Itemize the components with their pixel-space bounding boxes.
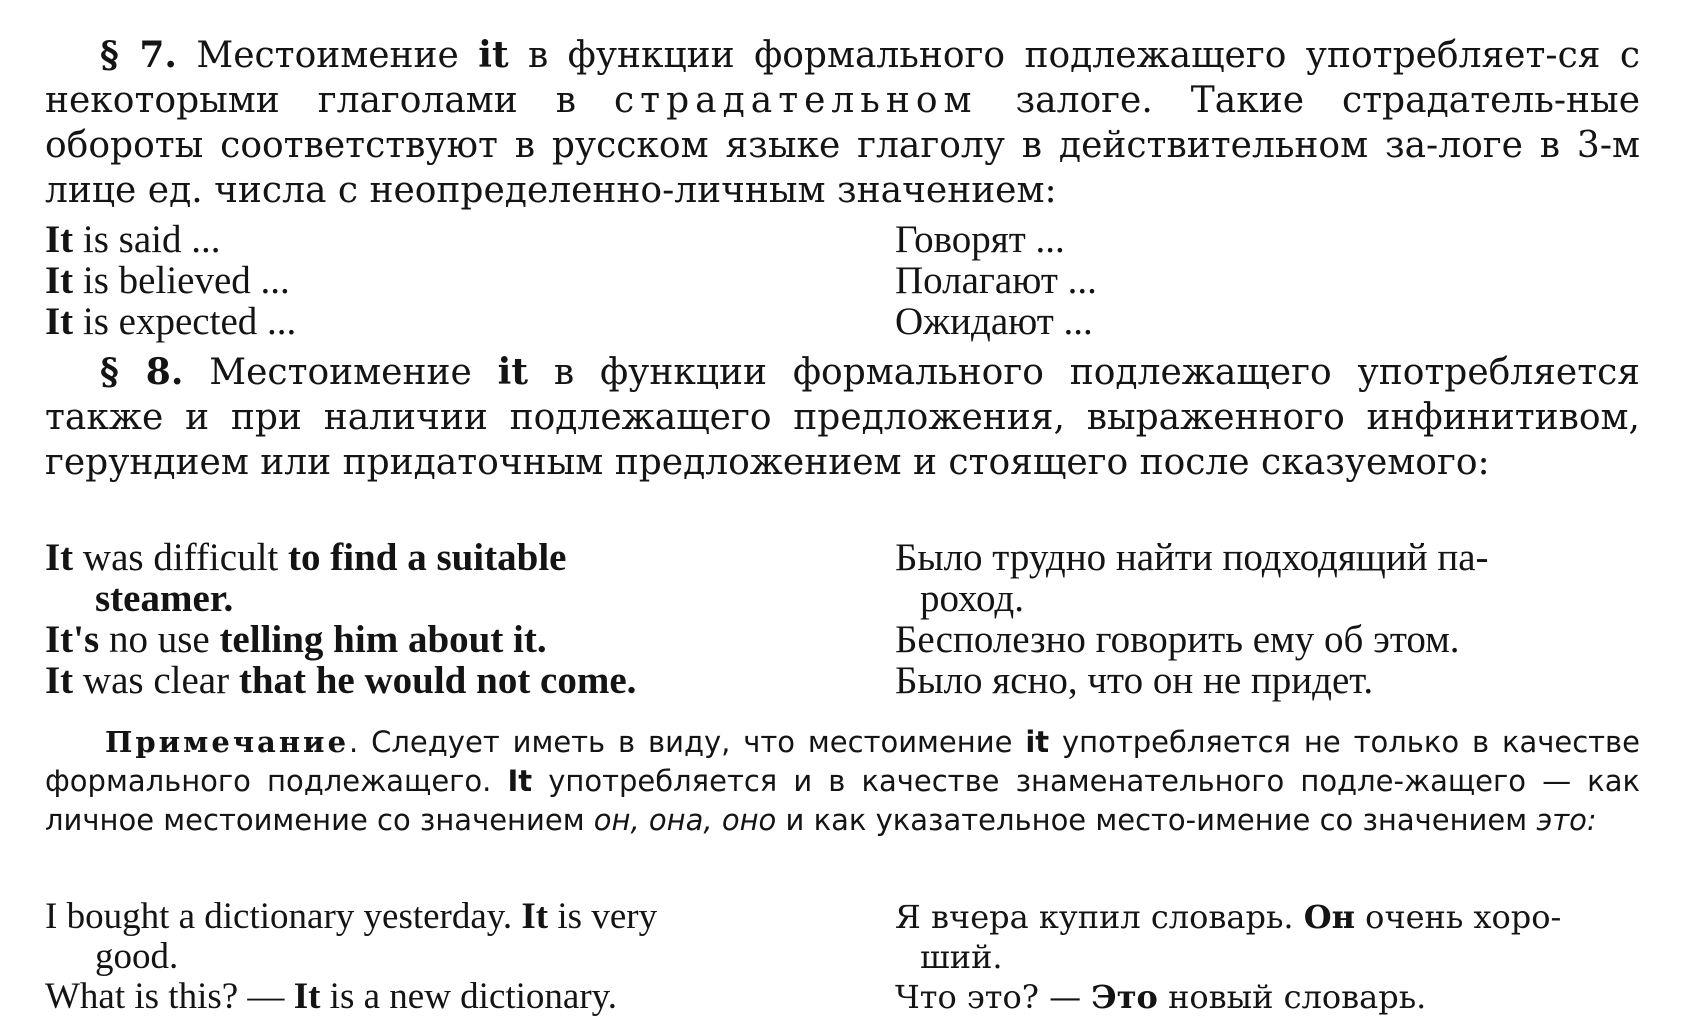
example-english: It is said ... (45, 218, 221, 261)
example-english: It's no use telling him about it. (45, 618, 547, 661)
example-row (45, 897, 1640, 977)
example-english: I bought a dictionary yesterday. It is very good. (45, 896, 658, 977)
example-english: It is believed ... (45, 259, 290, 302)
pronoun-it: It (507, 764, 533, 798)
example-russian: Было трудно найти подходящий па- роход. (895, 536, 1489, 620)
example-russian: Бесполезно говорить ему об этом. (895, 618, 1460, 661)
example-row (45, 660, 1640, 701)
example-row (45, 977, 1640, 1017)
italic-pronouns: он, она, оно (593, 803, 777, 837)
section-7-examples (45, 219, 1640, 342)
section-7-number: § 7. (100, 34, 177, 76)
section-8-paragraph (45, 350, 1640, 485)
section-8-text: в функции формального подлежащего употребляется также и при наличии подлежащего предложения, выраженного инфинитивом, герундием или придаточным предложением и стоящего после сказуемого: (45, 352, 1640, 483)
section-7-text: залоге. Такие страдатель-ные обороты соответствуют в русском языке глаголу в действительном за-логе в 3-м лице ед. числа с неопределенно-личным значением: (45, 80, 1640, 211)
section-8-number: § 8. (100, 351, 184, 393)
section-8-text: Местоимение (183, 352, 498, 393)
example-english: It is expected ... (45, 300, 297, 343)
section-8-examples (45, 537, 1640, 701)
note-paragraph: Примечание. Следует иметь в виду, что местоимение it употребляется не только в качестве формального подлежащего. It употребляется и в качестве знаменательного подле-жащего — как личное местоимение со значением он, она, оно и как указательное место-имение со значением это: (45, 725, 1640, 837)
example-row (45, 619, 1640, 660)
section-7-paragraph (45, 33, 1640, 213)
example-russian: Ожидают ... (895, 300, 1093, 343)
example-english: It was clear that he would not come. (45, 659, 637, 702)
example-russian: Что это? — Это новый словарь. (895, 978, 1427, 1016)
example-russian: Говорят ... (895, 218, 1065, 261)
note-examples (45, 897, 1640, 1017)
pronoun-it: it (497, 351, 528, 393)
italic-pronoun: это: (1536, 803, 1597, 837)
pronoun-it: it (1025, 725, 1050, 759)
section-7-text: в функции формального подлежащего употребляет-ся с некоторыми глаголами в (45, 35, 1641, 121)
note-label: Примечание (105, 725, 350, 759)
section-7-text: Местоимение (176, 35, 479, 76)
example-english: It was difficult to find a suitable steamer. (45, 536, 567, 620)
spaced-term: страдательном (613, 80, 978, 121)
example-row (45, 537, 1640, 619)
example-russian: Полагают ... (895, 259, 1097, 302)
pronoun-it: it (478, 34, 509, 76)
example-russian: Я вчера купил словарь. Он очень хоро- ший. (895, 898, 1562, 976)
example-english: What is this? — It is a new dictionary. (45, 976, 618, 1017)
example-russian: Было ясно, что он не придет. (895, 659, 1374, 702)
example-row (45, 260, 1640, 301)
example-row (45, 301, 1640, 342)
example-row (45, 219, 1640, 260)
